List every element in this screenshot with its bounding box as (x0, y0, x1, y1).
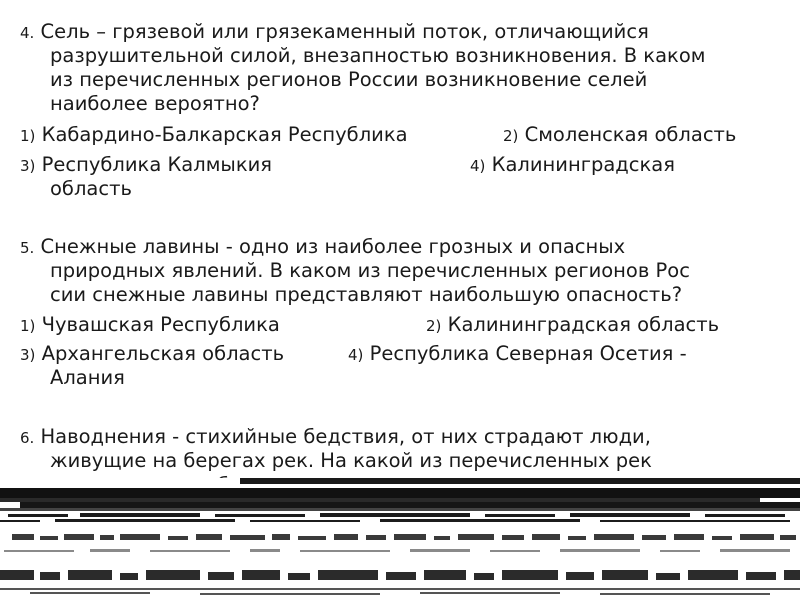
answer-option (20, 123, 408, 148)
option-number: 1) (20, 127, 36, 145)
scan-noise-artifact (0, 478, 800, 600)
option-number: 2) (503, 127, 519, 145)
option-text-continuation: Алания (50, 366, 125, 389)
question-text-line: живущие на берегах рек. На какой из перечисленных рек (50, 449, 652, 472)
question-text-line: Сель – грязевой или грязекаменный поток, отличающийся (40, 20, 649, 43)
option-text: Чувашская Республика (41, 313, 280, 336)
option-number: 4) (470, 157, 486, 175)
option-text: Республика Калмыкия (41, 153, 273, 176)
option-number: 1) (20, 317, 36, 335)
question-text-line: Наводнения - стихийные бедствия, от них страдают люди, (40, 425, 651, 448)
answer-option (20, 153, 272, 178)
question-text-line: Снежные лавины - одно из наиболее грозных и опасных (40, 235, 626, 258)
option-number: 4) (348, 346, 364, 364)
option-number: 2) (426, 317, 442, 335)
question-text-line: разрушительной силой, внезапностью возникновения. В каком (50, 44, 706, 67)
question-text-line: наиболее вероятно? (50, 92, 260, 115)
answer-option (470, 153, 675, 178)
question-number: 5. (20, 239, 35, 257)
option-number: 3) (20, 346, 36, 364)
option-text: Калининградская (491, 153, 675, 176)
option-number: 3) (20, 157, 36, 175)
question-text-line: природных явлений. В каком из перечисленных регионов Рос (50, 259, 690, 282)
option-text: Смоленская область (524, 123, 737, 146)
question-number: 6. (20, 429, 35, 447)
option-text: Республика Северная Осетия - (369, 342, 687, 365)
answer-option (426, 313, 719, 338)
option-text: Кабардино-Балкарская Республика (41, 123, 408, 146)
question-text-line: сии снежные лавины представляют наибольшую опасность? (50, 283, 683, 306)
option-text-continuation: область (50, 177, 132, 200)
answer-option (348, 342, 687, 367)
option-text: Калининградская область (447, 313, 720, 336)
answer-option (20, 342, 284, 367)
answer-option (503, 123, 736, 148)
question-number: 4. (20, 24, 35, 42)
answer-option (20, 313, 280, 338)
question-text-line: из перечисленных регионов России возникновение селей (50, 68, 648, 91)
option-text: Архангельская область (41, 342, 285, 365)
